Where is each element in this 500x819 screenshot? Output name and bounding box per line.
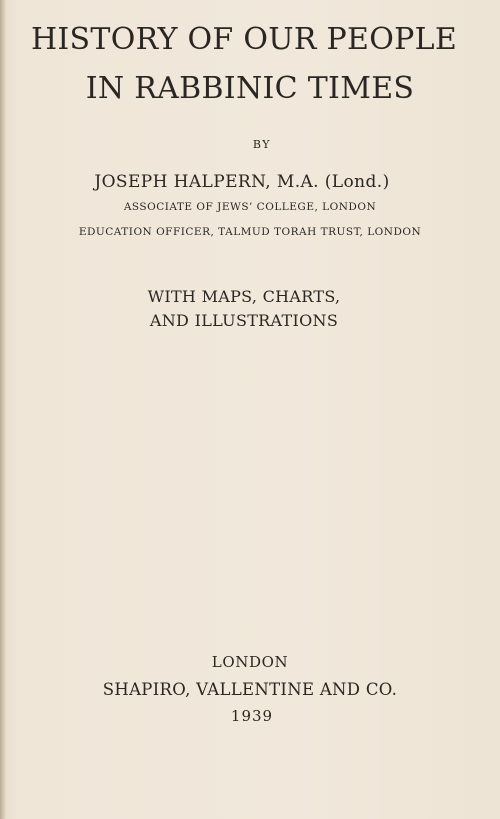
author-position: EDUCATION OFFICER, TALMUD TORAH TRUST, LONDON <box>78 226 422 238</box>
imprint-year: 1939 <box>230 707 274 725</box>
imprint-publisher: SHAPIRO, VALLENTINE AND CO. <box>102 680 398 699</box>
features-line-2: AND ILLUSTRATIONS <box>149 311 339 330</box>
imprint-city: LONDON <box>211 653 289 671</box>
author-association: ASSOCIATE OF JEWS’ COLLEGE, LONDON <box>123 201 377 213</box>
book-title-line-2: IN RABBINIC TIMES <box>85 71 415 106</box>
features-line-1: WITH MAPS, CHARTS, <box>147 287 341 306</box>
author-name: JOSEPH HALPERN, M.A. (Lond.) <box>94 172 390 192</box>
book-title-line-1: HISTORY OF OUR PEOPLE <box>30 22 458 57</box>
byline: BY <box>252 138 272 151</box>
